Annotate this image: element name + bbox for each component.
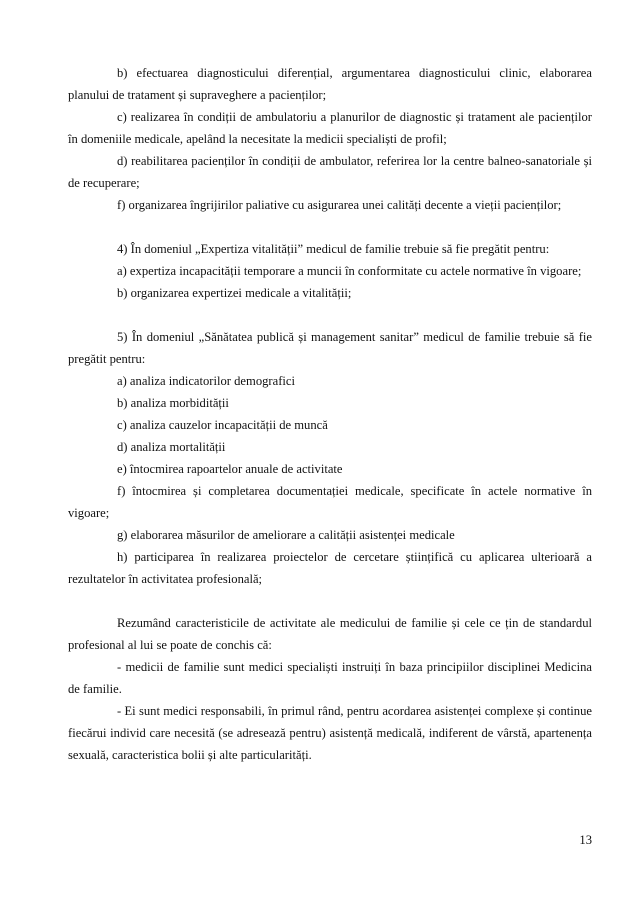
summary-point-1: - medicii de familie sunt medici specialiști instruiți în baza principiilor disciplinei Medicina de familie. [68, 660, 592, 696]
section-4-item-a: a) expertiza incapacității temporare a muncii în conformitate cu actele normative în vigoare; [117, 264, 582, 278]
summary-intro: Rezumând caracteristicile de activitate ale medicului de familie și cele ce țin de standardul profesional al lui se poate de conchis că: [68, 616, 592, 652]
page-content [68, 62, 592, 766]
section-5-heading: 5) În domeniul „Sănătatea publică și management sanitar” medicul de familie trebuie să fie pregătit pentru: [68, 330, 592, 366]
section-5-item-f: f) întocmirea și completarea documentației medicale, specificate în actele normative în vigoare; [68, 484, 592, 520]
paragraph-spacer [68, 304, 592, 326]
section-5-item-h: h) participarea în realizarea proiectelor de cercetare științifică cu aplicarea ulterioară a rezultatelor în activitatea profesională; [68, 550, 592, 586]
section-4-item-b: b) organizarea expertizei medicale a vitalității; [117, 286, 352, 300]
paragraph-item-d: d) reabilitarea pacienților în condiții de ambulator, referirea lor la centre balneo-sanatoriale și de recuperare; [68, 154, 592, 190]
section-4-heading: 4) În domeniul „Expertiza vitalității” medicul de familie trebuie să fie pregătit pentru: [117, 242, 550, 256]
summary-point-2: - Ei sunt medici responsabili, în primul rând, pentru acordarea asistenței complexe și continue fiecărui individ care necesită (se adresează pentru) asistență medicală, indiferent de vârstă, apartenența sexuală, caracteristica bolii și alte particularități. [68, 704, 592, 762]
section-5-item-e: e) întocmirea rapoartelor anuale de activitate [117, 462, 343, 476]
section-5-item-g: g) elaborarea măsurilor de ameliorare a calității asistenței medicale [117, 528, 455, 542]
paragraph-spacer [68, 590, 592, 612]
paragraph-item-f: f) organizarea îngrijirilor paliative cu asigurarea unei calități decente a vieții pacienților; [117, 198, 562, 212]
section-5-item-d: d) analiza mortalității [117, 440, 226, 454]
paragraph-item-c: c) realizarea în condiții de ambulatoriu a planurilor de diagnostic și tratament ale pacienților în domeniile medicale, apelând la necesitate la medicii specialiști de profil; [68, 110, 592, 146]
page-number: 13 [579, 833, 592, 847]
paragraph-item-b: b) efectuarea diagnosticului diferențial, argumentarea diagnosticului clinic, elaborarea planului de tratament și supraveghere a pacienților; [68, 66, 592, 102]
section-5-item-b: b) analiza morbidității [117, 396, 229, 410]
paragraph-spacer [68, 216, 592, 238]
section-5-item-c: c) analiza cauzelor incapacității de muncă [117, 418, 328, 432]
section-5-item-a: a) analiza indicatorilor demografici [117, 374, 295, 388]
